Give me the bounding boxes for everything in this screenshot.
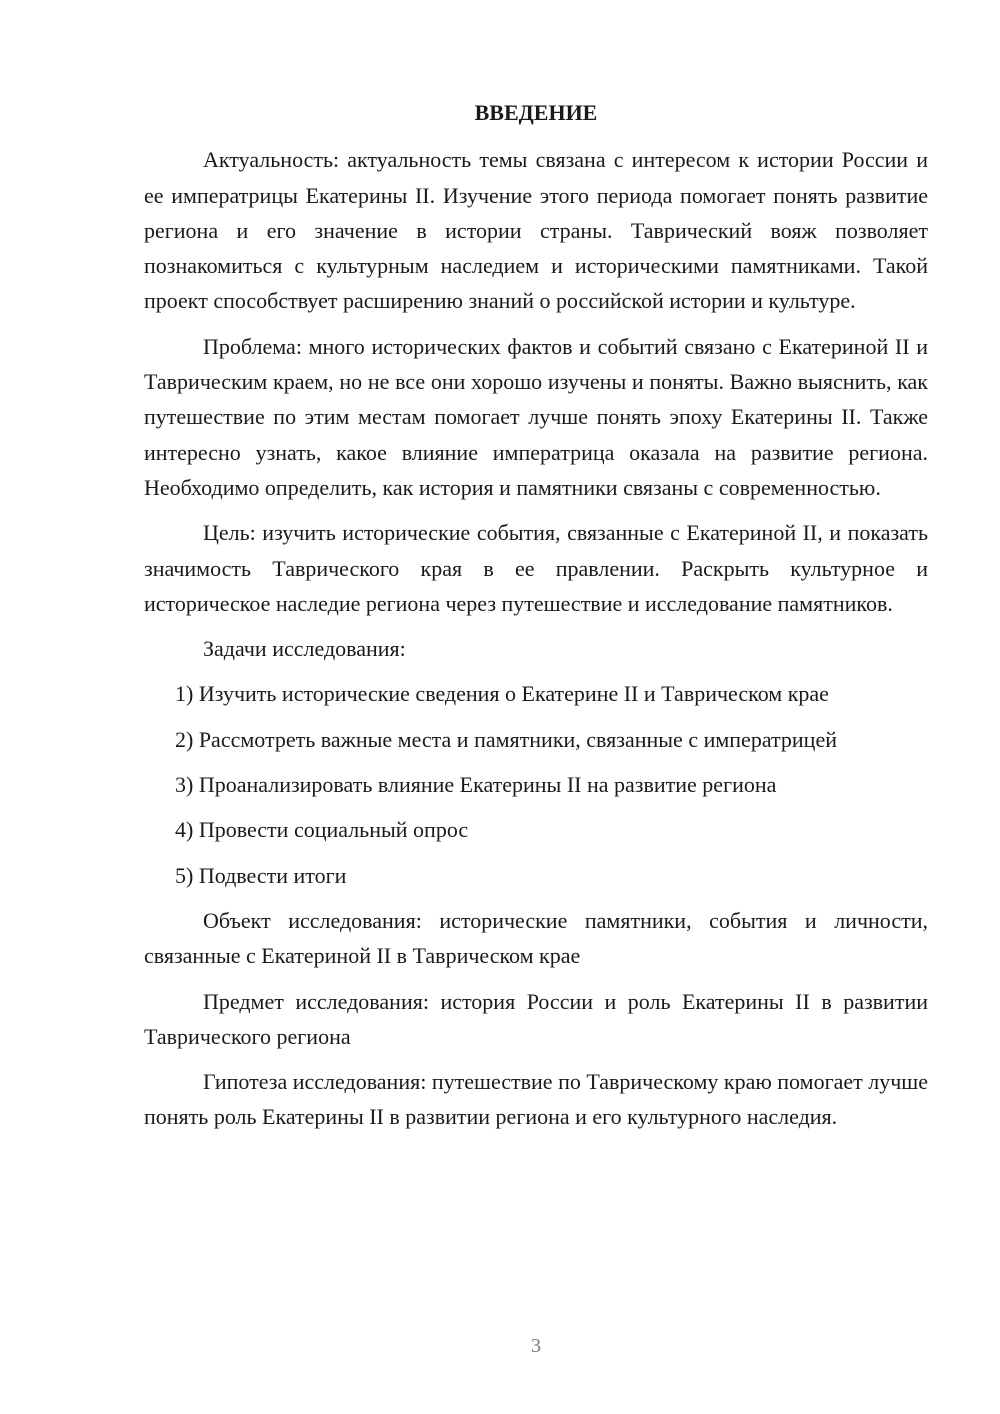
goal-paragraph: Цель: изучить исторические события, связанные с Екатериной II, и показать значимость Таврического края в ее правлении. Раскрыть культурное и историческое наследие региона через путешествие и исследование памятников. — [144, 520, 928, 616]
task-item: 4) Провести социальный опрос — [175, 817, 469, 843]
document-page — [144, 95, 928, 1145]
subject-paragraph: Предмет исследования: история России и роль Екатерины II в развитии Таврического региона — [144, 988, 928, 1049]
object-paragraph: Объект исследования: исторические памятники, события и личности, связанные с Екатериной II в Таврическом крае — [144, 907, 928, 969]
hypothesis-paragraph: Гипотеза исследования: путешествие по Таврическому краю помогает лучше понять роль Екатерины II в развитии региона и его культурного наследия. — [144, 1069, 928, 1130]
relevance-paragraph: Актуальность: актуальность темы связана с интересом к истории России и ее императрицы Екатерины II. Изучение этого периода помогает понять развитие региона и его значение в истории страны. Таврический вояж позволяет познакомиться с культурным наследием и историческими памятниками. Такой проект способствует расширению знаний о российской истории и культуре. — [144, 147, 928, 314]
section-title: ВВЕДЕНИЕ — [474, 100, 598, 125]
task-item: 1) Изучить исторические сведения о Екатерине II и Таврическом крае — [175, 681, 829, 707]
tasks-list — [144, 676, 928, 892]
problem-paragraph: Проблема: много исторических фактов и событий связано с Екатериной II и Таврическим краем, но не все они хорошо изучены и поняты. Важно выяснить, как путешествие по этим местам помогает лучше понять эпоху Екатерины II. Также интересно узнать, какое влияние императрица оказала на развитие региона. Необходимо определить, как история и памятники связаны с современностью. — [144, 333, 928, 500]
task-item: 5) Подвести итоги — [175, 862, 347, 888]
tasks-heading: Задачи исследования: — [203, 636, 406, 662]
page-number: 3 — [531, 1335, 541, 1357]
task-item: 3) Проанализировать влияние Екатерины II на развитие региона — [175, 772, 777, 798]
task-item: 2) Рассмотреть важные места и памятники, связанные с императрицей — [175, 726, 837, 752]
